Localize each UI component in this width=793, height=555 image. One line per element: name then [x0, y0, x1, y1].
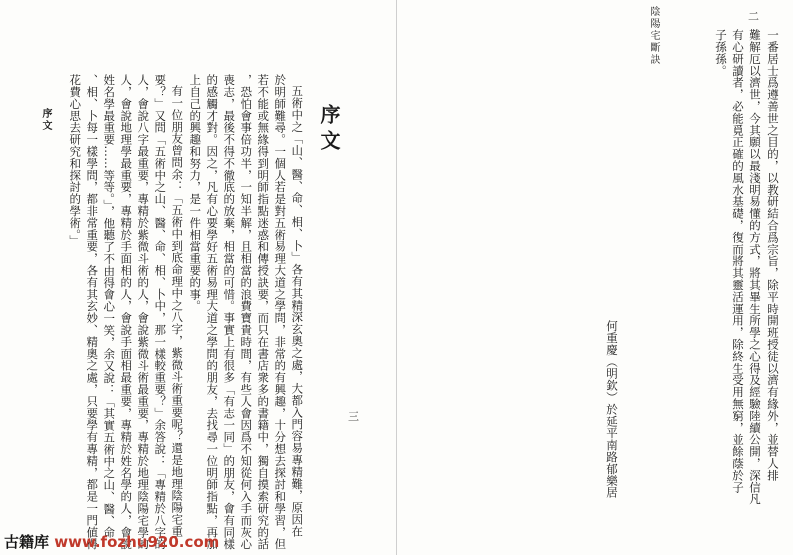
author-signature: 何重慶（明欽）於延平南路郁樂居	[605, 320, 619, 499]
text-column: 喪志，最後不得不徹底的放棄，相當的可惜。事實上有很多「有志一同」的朋友，會有同樣	[222, 74, 237, 550]
text-column: 五術中之「山、醫、命、相、卜」各有其精深玄奧之處，大都入門容易專精難，原因在	[290, 85, 305, 538]
text-column: 的感觸才對。因之，凡有心要學好五術易理大道之學問的朋友，去找尋一位明師指點，再加	[205, 74, 220, 550]
page-number: 三	[348, 410, 359, 423]
text-column: 人，會說八字最重要，專精於紫微斗術的人，會說紫微斗術最重要，專精於地理陰陽宅學的	[136, 74, 151, 550]
section-title: 序文	[317, 104, 341, 156]
text-column: 、相、卜每一樣學問，都非常重要，各有其玄妙、精奧之處，只要學有專精，都是一門値得	[85, 74, 100, 550]
text-column: 姓名學最重要……等等。」，他聽了不由得會心一笑，余又說：「其實五術中之山、醫、命	[102, 74, 117, 539]
text-column: 花費心思去研究和探討的學術。」	[68, 74, 83, 247]
text-column: 人，會說地理學最重要，專精於手面相的人，會說手面相最重要，專精於姓名學的人，會說	[119, 74, 134, 550]
site-watermark	[4, 531, 219, 552]
text-column: ，恐怕會事倍功半，一知半解，且相當的浪費寶貴時間，有些人會因爲不知從何入手而灰心	[239, 74, 254, 550]
left-page	[0, 0, 396, 555]
running-head: 陰陽宅斷訣	[648, 6, 659, 66]
page-number: 二	[748, 10, 759, 23]
text-column: 有一位朋友曾問余：「五術中到底命理中之八字，紫微斗術重要呢？還是地理陰陽宅重	[170, 85, 185, 538]
brand-url: www.fozhu920.com	[54, 533, 220, 551]
gutter-divider	[396, 0, 397, 555]
text-column: 子孫孫。	[714, 29, 728, 77]
text-column: 有心研讀者，必能覓正確的風水基礎，復而將其靈活運用，除終生受用無窮，並餘蔭於子	[731, 29, 745, 494]
text-column: 於明師難尋。一個人若是對五術易理大道之學問，非常的有興趣，十分想去探討和學習，但	[273, 74, 288, 550]
text-column: 難解厄以濟世，今其願以最淺明易懂的方式，將其畢生所學之心得及經驗陸續公開，深信凡	[748, 29, 762, 505]
text-column: 一番居士爲遵善世之目的，以教研結合爲宗旨，除平時開班授徒以濟有緣外，並替人排	[766, 29, 780, 482]
text-column: 要？」又問「五術中之山、醫、命、相、卜中，那一樣較重要？」余答說：「專精於八字的	[153, 74, 168, 550]
running-head: 序文	[40, 108, 51, 132]
brand-name: 古籍库	[4, 533, 50, 551]
text-column: 上自己的興趣和努力，是一件相當重要的事。	[188, 74, 203, 312]
text-column: 若不能或無緣得到明師指點迷惑和傳授訣要，而只在書店衆多的書籍中，獨自摸索研究的話	[256, 74, 271, 550]
right-page	[397, 0, 793, 555]
